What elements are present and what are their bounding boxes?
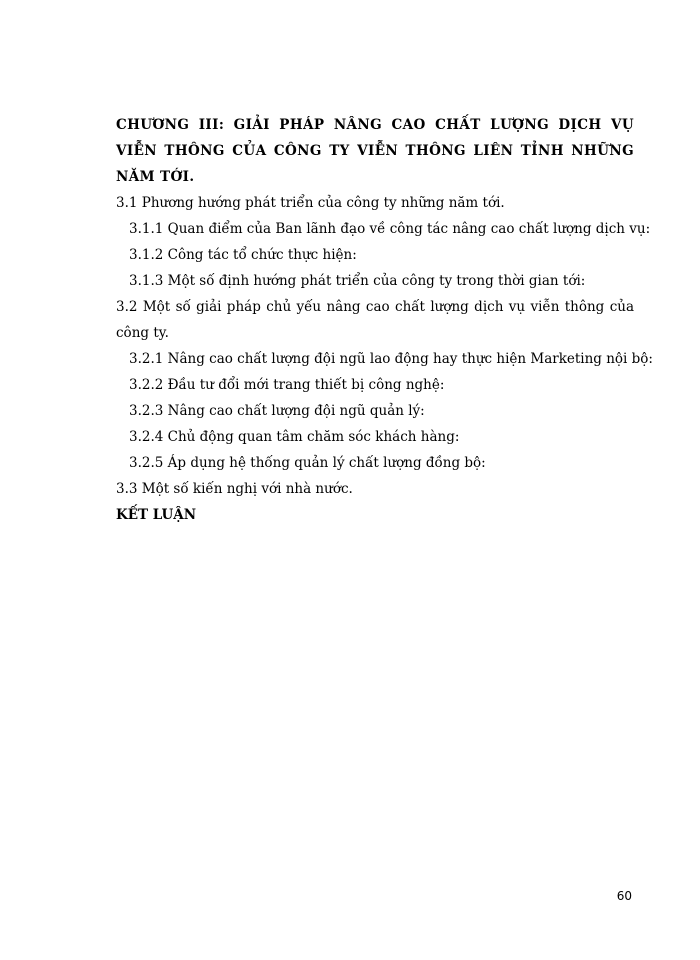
table-of-contents	[116, 112, 653, 528]
toc-entry-3-1-2: 3.1.2 Công tác tổ chức thực hiện:	[129, 247, 357, 263]
toc-entry-3-2-4: 3.2.4 Chủ động quan tâm chăm sóc khách hàng:	[129, 429, 460, 445]
toc-conclusion: KẾT LUẬN	[116, 507, 197, 523]
toc-entry-3-2-5: 3.2.5 Áp dụng hệ thống quản lý chất lượng đồng bộ:	[129, 455, 486, 471]
toc-entry-3-2: 3.2 Một số giải pháp chủ yếu nâng cao chất lượng dịch vụ viễn thông của công ty.	[116, 299, 634, 341]
chapter-title: CHƯƠNG III: GIẢI PHÁP NÂNG CAO CHẤT LƯỢNG DỊCH VỤ VIỄN THÔNG CỦA CÔNG TY VIỄN THÔNG LIÊN TỈNH NHỮNG NĂM TỚI.	[116, 117, 634, 185]
toc-entry-3-2-3: 3.2.3 Nâng cao chất lượng đội ngũ quản lý:	[129, 403, 425, 419]
toc-entry-3-1-3: 3.1.3 Một số định hướng phát triển của công ty trong thời gian tới:	[129, 273, 586, 289]
toc-entry-3-3: 3.3 Một số kiến nghị với nhà nước.	[116, 481, 353, 497]
toc-entry-3-1: 3.1 Phương hướng phát triển của công ty những năm tới.	[116, 195, 505, 211]
toc-entry-3-2-1: 3.2.1 Nâng cao chất lượng đội ngũ lao động hay thực hiện Marketing nội bộ:	[129, 351, 653, 367]
toc-entry-3-2-2: 3.2.2 Đầu tư đổi mới trang thiết bị công nghệ:	[129, 377, 445, 393]
toc-entry-3-1-1: 3.1.1 Quan điểm của Ban lãnh đạo về công tác nâng cao chất lượng dịch vụ:	[129, 221, 651, 237]
page-number: 60	[616, 889, 632, 903]
